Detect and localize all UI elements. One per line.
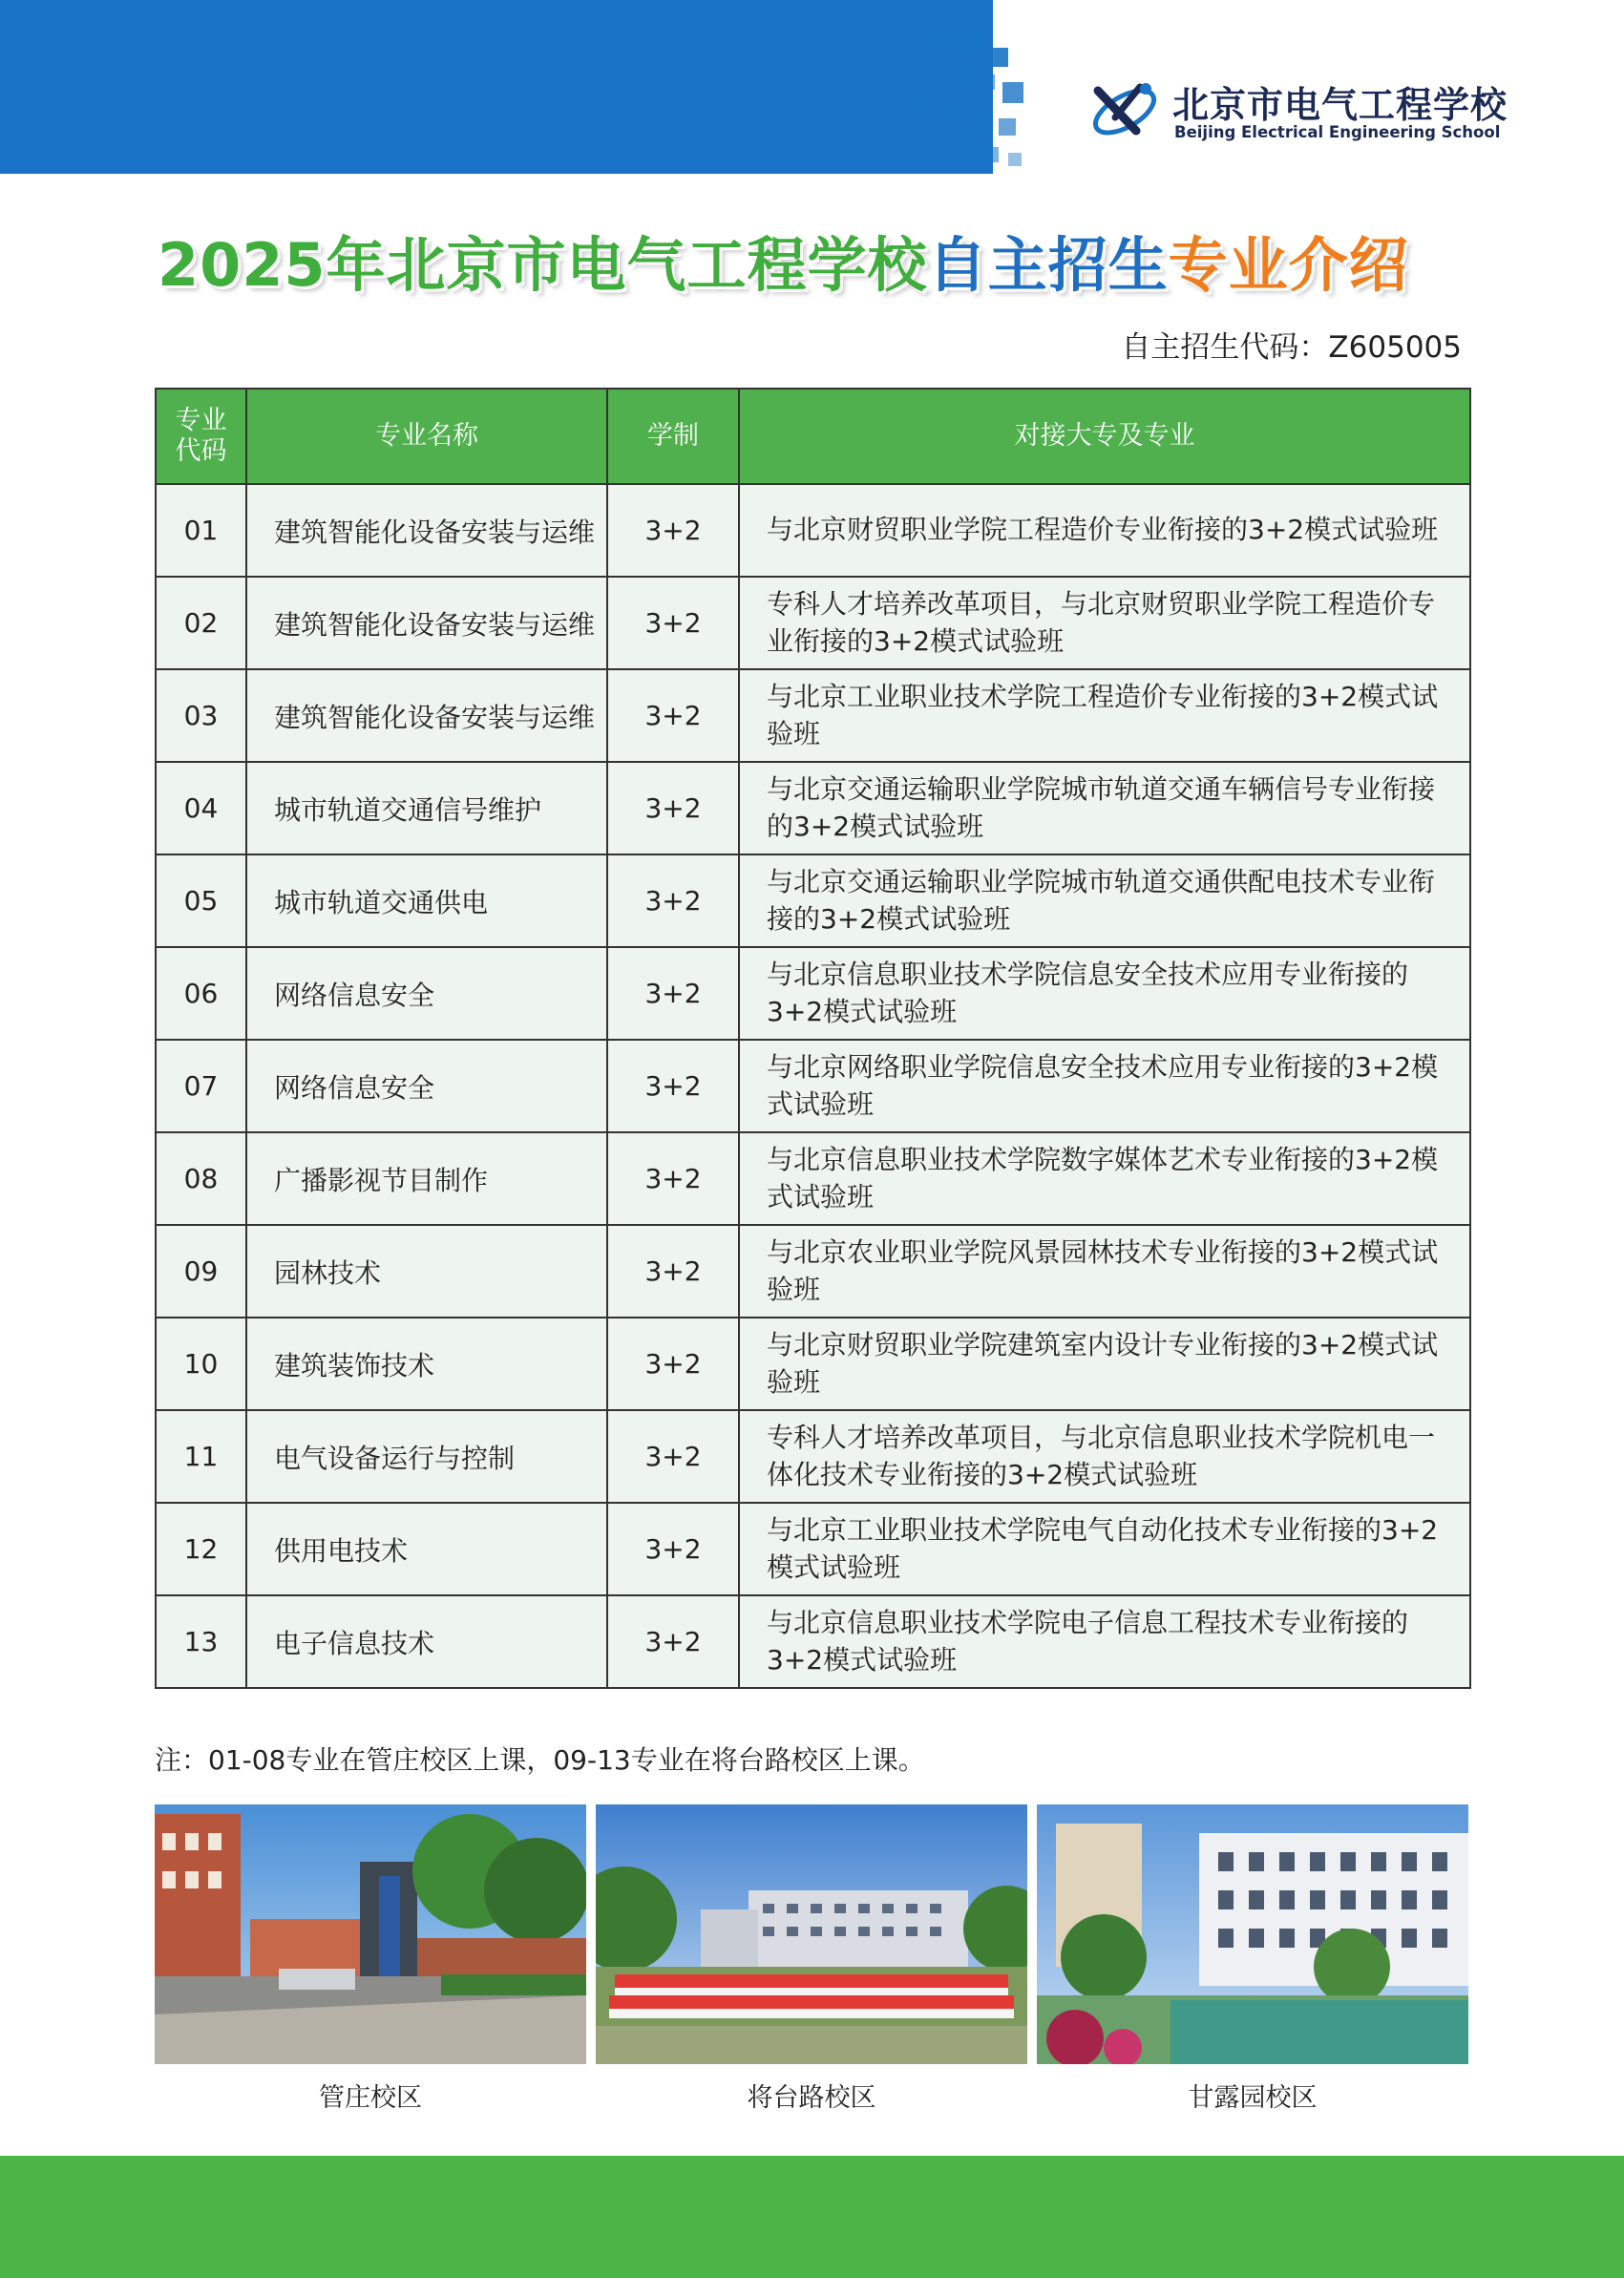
cell-name: 建筑智能化设备安装与运维 [246, 669, 607, 762]
cell-code: 11 [156, 1410, 246, 1503]
table-row [156, 1040, 1470, 1132]
majors-table [155, 388, 1471, 1689]
school-name-cn: 北京市电气工程学校 [1172, 84, 1508, 126]
title-part-intro: 专业介绍 [1168, 230, 1409, 300]
header-linkage: 对接大专及专业 [739, 389, 1470, 484]
cell-code: 09 [156, 1225, 246, 1318]
table-row [156, 669, 1470, 762]
cell-linkage: 与北京财贸职业学院工程造价专业衔接的3+2模式试验班 [739, 484, 1470, 577]
header-code-label: 专业代码 [175, 406, 227, 466]
cell-name: 建筑装饰技术 [246, 1318, 607, 1410]
cell-system: 3+2 [607, 1318, 739, 1410]
cell-name: 建筑智能化设备安装与运维 [246, 577, 607, 669]
cell-name: 城市轨道交通信号维护 [246, 762, 607, 854]
cell-code: 02 [156, 577, 246, 669]
campus-note: 注：01-08专业在管庄校区上课，09-13专业在将台路校区上课。 [155, 1744, 925, 1776]
table-row [156, 1595, 1470, 1688]
cell-linkage: 与北京网络职业学院信息安全技术应用专业衔接的3+2模式试验班 [739, 1040, 1470, 1132]
footer-banner [0, 2156, 1624, 2278]
cell-linkage: 与北京交通运输职业学院城市轨道交通车辆信号专业衔接的3+2模式试验班 [739, 762, 1470, 854]
table-row [156, 484, 1470, 577]
cell-code: 01 [156, 484, 246, 577]
cell-name: 供用电技术 [246, 1503, 607, 1595]
cell-system: 3+2 [607, 854, 739, 947]
cell-linkage: 专科人才培养改革项目，与北京财贸职业学院工程造价专业衔接的3+2模式试验班 [739, 577, 1470, 669]
campus-caption-guanzhuang: 管庄校区 [319, 2083, 422, 2113]
title-part-admission: 自主招生 [927, 230, 1169, 300]
cell-code: 07 [156, 1040, 246, 1132]
school-name-en: Beijing Electrical Engineering School [1174, 123, 1501, 141]
cell-code: 12 [156, 1503, 246, 1595]
campus-caption-ganluyuan: 甘露园校区 [1188, 2083, 1318, 2113]
header-name: 专业名称 [246, 389, 607, 484]
cell-code: 04 [156, 762, 246, 854]
cell-linkage: 与北京工业职业技术学院工程造价专业衔接的3+2模式试验班 [739, 669, 1470, 762]
cell-system: 3+2 [607, 947, 739, 1040]
cell-name: 园林技术 [246, 1225, 607, 1318]
campus-photo-ganluyuan [1037, 1804, 1468, 2064]
cell-name: 广播影视节目制作 [246, 1132, 607, 1225]
cell-system: 3+2 [607, 669, 739, 762]
table-row [156, 762, 1470, 854]
page-title [158, 218, 1494, 313]
cell-system: 3+2 [607, 1132, 739, 1225]
cell-system: 3+2 [607, 1410, 739, 1503]
header-banner [0, 0, 993, 174]
cell-name: 网络信息安全 [246, 947, 607, 1040]
cell-name: 建筑智能化设备安装与运维 [246, 484, 607, 577]
title-part-year-school: 2025年北京市电气工程学校 [158, 230, 928, 300]
cell-linkage: 与北京信息职业技术学院电子信息工程技术专业衔接的3+2模式试验班 [739, 1595, 1470, 1688]
table-row [156, 577, 1470, 669]
table-row [156, 1132, 1470, 1225]
table-row [156, 1318, 1470, 1410]
cell-name: 电子信息技术 [246, 1595, 607, 1688]
admission-code: 自主招生代码：Z605005 [1121, 330, 1462, 365]
cell-linkage: 与北京农业职业学院风景园林技术专业衔接的3+2模式试验班 [739, 1225, 1470, 1318]
campus-photo-jiangtailu [596, 1804, 1027, 2064]
table-row [156, 947, 1470, 1040]
cell-system: 3+2 [607, 762, 739, 854]
cell-system: 3+2 [607, 1503, 739, 1595]
cell-code: 03 [156, 669, 246, 762]
cell-linkage: 与北京财贸职业学院建筑室内设计专业衔接的3+2模式试验班 [739, 1318, 1470, 1410]
table-header-row [156, 389, 1470, 484]
cell-system: 3+2 [607, 1040, 739, 1132]
header-system: 学制 [607, 389, 739, 484]
header-code [156, 389, 246, 484]
campus-caption-jiangtailu: 将台路校区 [747, 2083, 876, 2113]
campus-photo-guanzhuang [155, 1804, 586, 2064]
cell-code: 08 [156, 1132, 246, 1225]
cell-code: 13 [156, 1595, 246, 1688]
table-row [156, 1225, 1470, 1318]
cell-name: 城市轨道交通供电 [246, 854, 607, 947]
cell-name: 电气设备运行与控制 [246, 1410, 607, 1503]
majors-table-container [155, 388, 1469, 1689]
cell-system: 3+2 [607, 1595, 739, 1688]
school-emblem-icon [1086, 72, 1165, 146]
table-row [156, 1503, 1470, 1595]
cell-linkage: 与北京信息职业技术学院数字媒体艺术专业衔接的3+2模式试验班 [739, 1132, 1470, 1225]
cell-linkage: 与北京工业职业技术学院电气自动化技术专业衔接的3+2模式试验班 [739, 1503, 1470, 1595]
table-row [156, 854, 1470, 947]
cell-linkage: 与北京交通运输职业学院城市轨道交通供配电技术专业衔接的3+2模式试验班 [739, 854, 1470, 947]
cell-code: 05 [156, 854, 246, 947]
cell-linkage: 与北京信息职业技术学院信息安全技术应用专业衔接的3+2模式试验班 [739, 947, 1470, 1040]
cell-code: 10 [156, 1318, 246, 1410]
school-logo [1086, 72, 1507, 148]
cell-system: 3+2 [607, 484, 739, 577]
cell-system: 3+2 [607, 577, 739, 669]
pixel-decoration [897, 19, 1041, 181]
table-row [156, 1410, 1470, 1503]
cell-code: 06 [156, 947, 246, 1040]
cell-system: 3+2 [607, 1225, 739, 1318]
cell-linkage: 专科人才培养改革项目，与北京信息职业技术学院机电一体化技术专业衔接的3+2模式试验班 [739, 1410, 1470, 1503]
cell-name: 网络信息安全 [246, 1040, 607, 1132]
